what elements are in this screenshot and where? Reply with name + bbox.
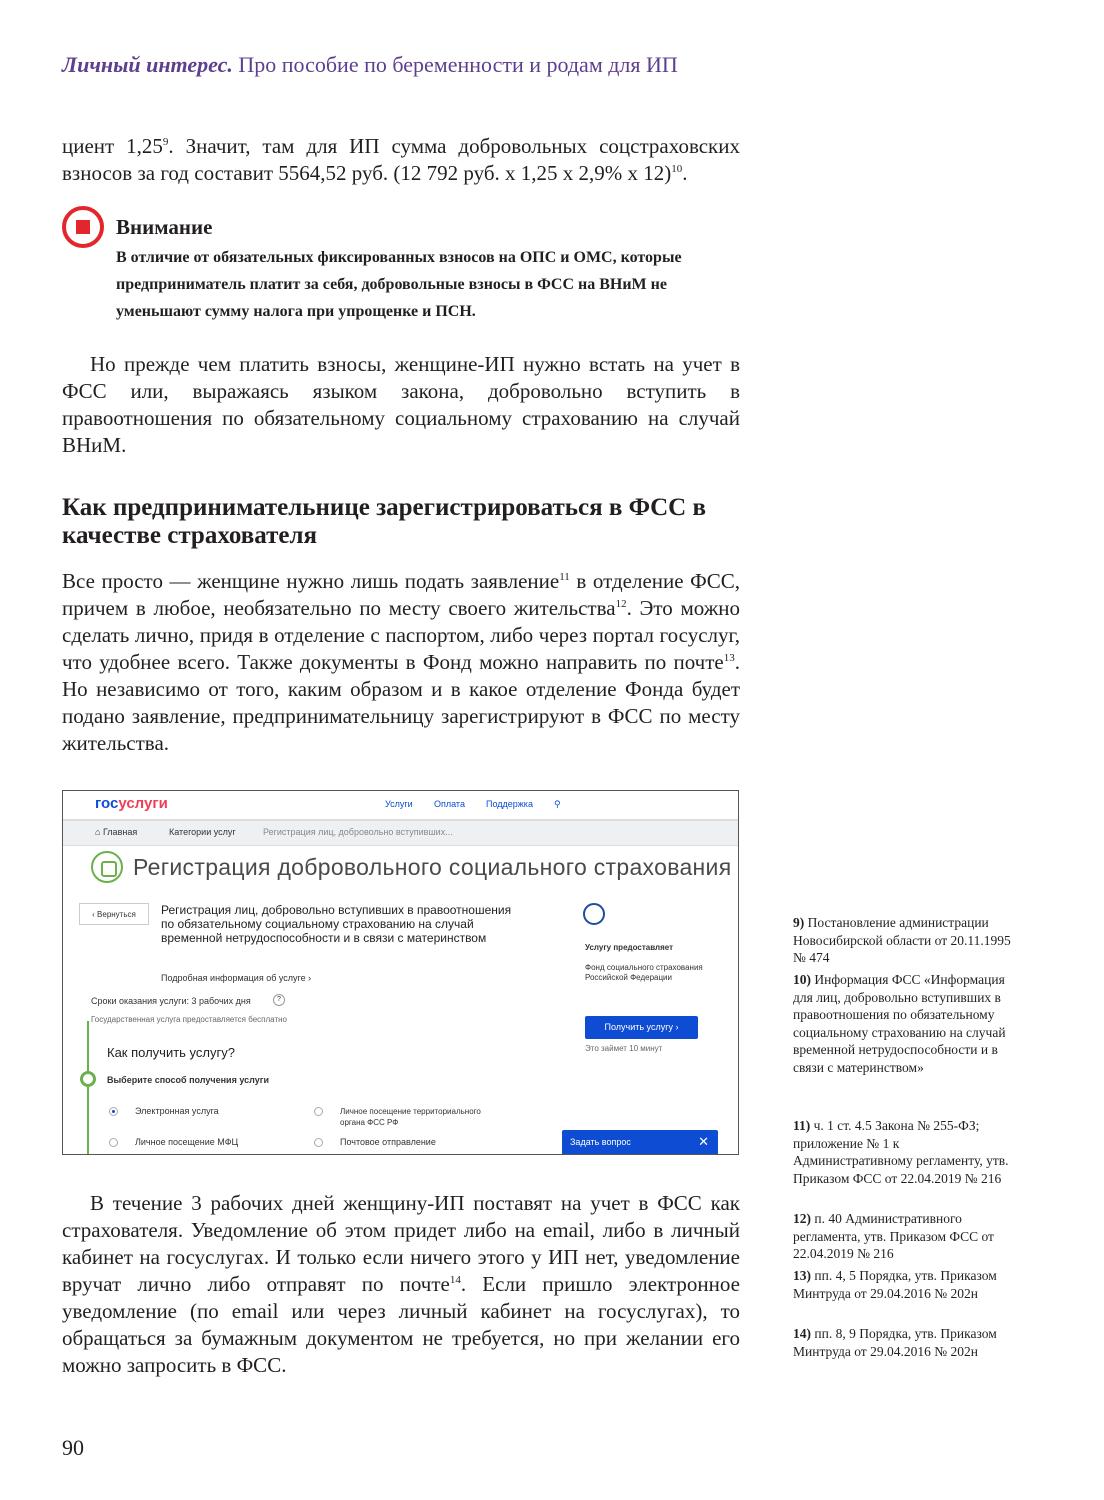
footnote-10	[793, 971, 1018, 1076]
step-line	[87, 1021, 89, 1071]
paragraph-1	[62, 133, 740, 187]
footnote-ref: 9	[162, 136, 169, 148]
gosuslugi-logo[interactable]	[95, 795, 168, 812]
crumb-home-label: Главная	[102, 827, 138, 837]
p1-text-a: циент 1,25	[62, 134, 163, 158]
footnote-number: 14)	[793, 1326, 811, 1341]
footnote-ref: 11	[559, 571, 570, 583]
paragraph-4	[62, 1190, 740, 1379]
close-icon[interactable]: ✕	[698, 1134, 709, 1149]
footnote-12	[793, 1210, 1018, 1263]
breadcrumb	[63, 820, 738, 846]
paragraph-3	[62, 568, 740, 757]
footnote-number: 11)	[793, 1118, 811, 1133]
choose-method-label: Выберите способ получения услуги	[107, 1075, 270, 1085]
footnote-13	[793, 1267, 1018, 1302]
p4-text-b: . Если пришло электронное уведомление (по email или через личный кабинет на госуслугах), то обращаться за бумажным документом не требуется, но при желании его можно запросить в ФСС.	[62, 1272, 740, 1377]
attention-icon	[62, 206, 104, 248]
provider-label: Услугу предоставляет	[585, 943, 674, 952]
footnote-9	[793, 914, 1018, 967]
footnote-text: ч. 1 ст. 4.5 Закона № 255-ФЗ; приложение № 1 к Административному регламенту, утв. Приказом ФСС от 22.04.2019 № 216	[793, 1118, 1009, 1186]
ask-question-label: Задать вопрос	[570, 1137, 631, 1147]
service-terms: Сроки оказания услуги: 3 рабочих дня	[91, 996, 251, 1006]
radio-fss-visit[interactable]	[314, 1107, 323, 1116]
footnote-14	[793, 1325, 1018, 1360]
footnote-text: пп. 4, 5 Порядка, утв. Приказом Минтруда от 29.04.2016 № 202н	[793, 1268, 997, 1301]
crumb-categories[interactable]: Категории услуг	[169, 827, 236, 837]
logo-part-b: услуги	[118, 795, 168, 812]
back-button[interactable]: ‹ Вернуться	[79, 903, 149, 925]
get-service-button[interactable]: Получить услугу ›	[585, 1016, 698, 1039]
service-name: Регистрация лиц, добровольно вступивших в правоотношения по обязательному социальному страхованию на случай временной нетрудоспособности и в связи с материнством	[161, 903, 512, 945]
p3-text-c: . Это можно сделать лично, придя в отделение с паспортом, либо через портал госуслуг, что удобнее всего. Также документы в Фонд можно направить по почте	[62, 596, 741, 674]
option-fss-visit[interactable]: Личное посещение территориального органа ФСС РФ	[340, 1107, 481, 1127]
attention-title: Внимание	[116, 215, 213, 239]
fss-emblem-icon	[583, 903, 605, 925]
footnote-text: Постановление администрации Новосибирской области от 20.11.1995 № 474	[793, 915, 1011, 965]
footnote-number: 9)	[793, 915, 805, 930]
p4-text-a: В течение 3 рабочих дней женщину-ИП поставят на учет в ФСС как страхователя. Уведомление об этом придет либо на email, либо в личный кабинет на госуслугах. И только если ничего этого у ИП нет, уведомление вручат лично либо отправят по почте	[62, 1191, 740, 1296]
header-bold: Личный интерес.	[62, 52, 233, 77]
more-info-link[interactable]: Подробная информация об услуге ›	[161, 973, 312, 983]
p1-text-b: . Значит, там для ИП сумма добровольных соцстраховских взносов за год составит 5564,52 руб. (12 792 руб. x 1,25 x 2,9% x 12)	[62, 134, 740, 185]
running-header	[62, 52, 678, 78]
page-number: 90	[62, 1435, 84, 1460]
footnote-text: п. 40 Административного регламента, утв. Приказом ФСС от 22.04.2019 № 216	[793, 1211, 994, 1261]
gosuslugi-screenshot	[62, 790, 739, 1155]
footnote-text: пп. 8, 9 Порядка, утв. Приказом Минтруда от 29.04.2016 № 202н	[793, 1326, 997, 1359]
p3-text-d: . Но независимо от того, каким образом и в какое отделение Фонда будет подано заявление, предпринимательницу зарегистрируют в ФСС по месту жительства.	[62, 650, 740, 755]
duration-note: Это займет 10 минут	[585, 1044, 663, 1053]
footnote-text: Информация ФСС «Информация для лиц, добровольно вступивших в правоотношения по обязательному социальному страхованию на случай временной нетрудоспособности и в связи с материнством»	[793, 972, 1006, 1075]
footnote-number: 13)	[793, 1268, 811, 1283]
logo-part-a: гос	[95, 795, 119, 812]
footnote-ref: 14	[449, 1274, 461, 1286]
help-icon[interactable]: ?	[273, 994, 285, 1006]
ask-question-button[interactable]	[562, 1130, 718, 1155]
step-indicator	[80, 1071, 96, 1087]
crumb-current: Регистрация лиц, добровольно вступивших...	[263, 827, 453, 837]
step-line-lower	[87, 1087, 89, 1155]
footnote-ref: 10	[671, 163, 683, 175]
free-note: Государственная услуга предоставляется бесплатно	[91, 1015, 287, 1024]
service-badge-icon	[91, 851, 123, 883]
footnote-number: 10)	[793, 972, 811, 987]
footnote-ref: 12	[615, 598, 627, 610]
footnote-number: 12)	[793, 1211, 811, 1226]
provider-name: Фонд социального страхования Российской Федерации	[585, 963, 703, 982]
nav-support[interactable]: Поддержка	[486, 799, 533, 809]
radio-mfc[interactable]	[109, 1138, 118, 1147]
radio-electronic[interactable]	[109, 1107, 118, 1116]
section-title: Как предпринимательнице зарегистрироваться в ФСС в качестве страхователя	[62, 494, 706, 549]
nav-services[interactable]: Услуги	[385, 799, 413, 809]
p1-text-c: .	[682, 161, 688, 185]
p3-text-a: Все просто — женщине нужно лишь подать заявление	[62, 569, 560, 593]
service-page-title: Регистрация добровольного социального страхования	[133, 854, 732, 880]
home-icon: ⌂	[95, 827, 103, 837]
nav-payment[interactable]: Оплата	[434, 799, 465, 809]
attention-text: В отличие от обязательных фиксированных взносов на ОПС и ОМС, которые предприниматель платит за себя, добровольные взносы в ФСС на ВНиМ не уменьшают сумму налога при упрощенке и ПСН.	[116, 249, 682, 320]
footnote-11	[793, 1117, 1018, 1187]
header-rest: Про пособие по беременности и родам для ИП	[232, 52, 678, 77]
option-electronic[interactable]: Электронная услуга	[135, 1106, 219, 1116]
site-topbar	[63, 791, 738, 820]
footnote-ref: 13	[723, 652, 735, 664]
radio-post[interactable]	[314, 1138, 323, 1147]
crumb-home[interactable]	[95, 827, 137, 837]
option-post[interactable]: Почтовое отправление	[340, 1137, 436, 1147]
p3-text-b: в отделение ФСС, причем в любое, необязательно по месту своего жительства	[62, 569, 740, 620]
option-mfc[interactable]: Личное посещение МФЦ	[135, 1137, 239, 1147]
paragraph-2: Но прежде чем платить взносы, женщине-ИП нужно встать на учет в ФСС или, выражаясь языком закона, добровольно вступить в правоотношения по обязательному социальному страхованию на случай ВНиМ.	[62, 352, 740, 457]
how-to-get-heading: Как получить услугу?	[107, 1045, 235, 1060]
search-icon[interactable]: ⚲	[554, 799, 561, 809]
